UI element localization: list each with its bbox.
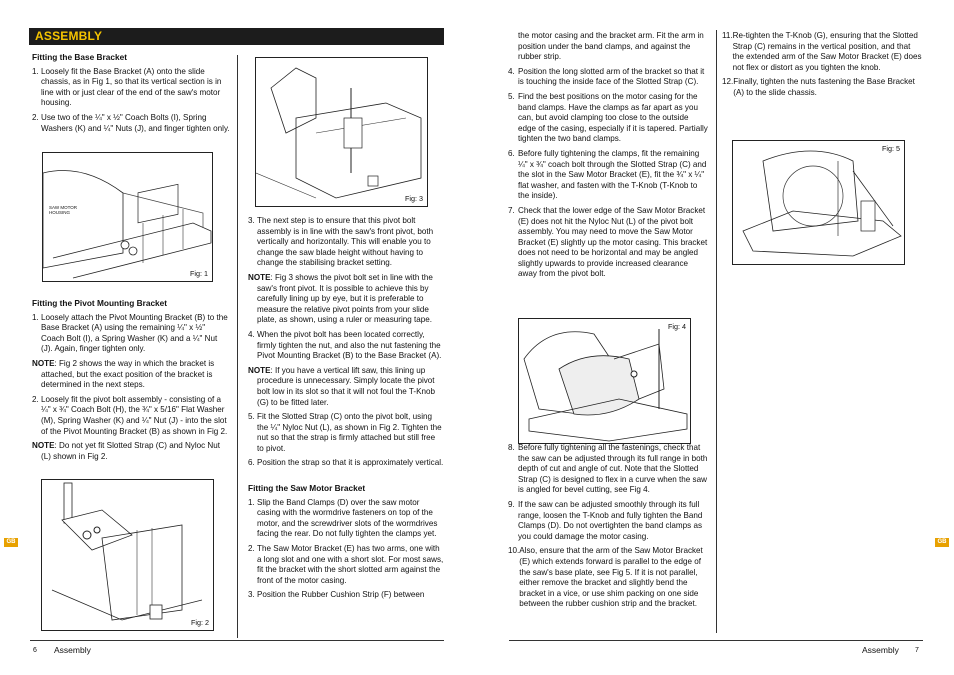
section-title: ASSEMBLY — [35, 29, 103, 43]
footer-label: Assembly — [54, 645, 91, 655]
footer-label: Assembly — [862, 645, 899, 655]
fig1-illustration — [43, 153, 212, 281]
footer-rule — [30, 640, 444, 641]
list-item: 10. Also, ensure that the arm of the Saw Motor Bracket (E) which extends forward is parallel to the edge of the saw's base plate, see Fig 5. If it is not parallel, either remove the bracket and slightly bend the bracket in a vice, or use shim packing on one side between the rubber cushion strip and the bracket. — [508, 546, 703, 609]
section-banner — [29, 28, 444, 45]
list-item: 2. Loosely fit the pivot bolt assembly - consisting of a ¼" x ¾" Coach Bolt (H), the ¾" x 5/16" Flat Washer (M), Spring Washer (K) and ¼" Nut (J) - into the slot of the Pivot Mounting Bracket (B) as shown in Fig 2. — [32, 394, 228, 436]
list-item: 8. Before fully tightening all the fastenings, check that the saw can be adjusted through its full range in both depth of cut and angle of cut. Note that the Slotted Strap (C) is designed to flex in a curve when the saw is angled for bevel cutting, see Fig 4. — [508, 443, 708, 495]
fig2-caption: Fig: 2 — [191, 618, 209, 627]
list-item: 1. Loosely fit the Base Bracket (A) onto the slide chassis, as in Fig 1, so that its vertical section is in line with or just clear of the end of the saw's motor housing. — [32, 66, 222, 108]
list-item: 2. The Saw Motor Bracket (E) has two arms, one with a long slot and one with a short slot. For most saws, fit the bracket with the short slotted arm against the front of the motor casing. — [248, 544, 444, 585]
fig4-illustration — [519, 319, 690, 443]
right-column-2 — [722, 31, 922, 103]
column-divider — [237, 55, 238, 638]
figure-1 — [42, 152, 213, 282]
list-item: 2. Use two of the ¼" x ½" Coach Bolts (I), Spring Washers (K) and ¼" Nuts (J), and finger tighten only. — [32, 112, 230, 133]
left-column-1 — [32, 52, 230, 138]
list-item: 1. Slip the Band Clamps (D) over the saw motor casing with the wormdrive fasteners on top of the motor, and the screwdriver slots of the wormdrives facing the rear. Do not fully tighten the clamps yet. — [248, 497, 438, 539]
page-number: 7 — [915, 647, 919, 654]
fig2-illustration — [42, 480, 213, 630]
figure-5 — [732, 140, 905, 265]
language-tab: GB — [935, 538, 949, 547]
fig1-label: SAW MOTOR HOUSING — [49, 205, 77, 215]
list-item: 5. Find the best positions on the motor casing for the band clamps. Have the clamps as far apart as you can, but avoid clamping too close to the outside edge of the casing, especially if it is tapered. Partially tighten the two band clamps. — [508, 91, 708, 144]
fig3-illustration — [256, 58, 427, 206]
list-item: 4. When the pivot bolt has been located correctly, firmly tighten the nut, and also the nut fastening the Pivot Mounting Bracket (B) to the Base Bracket (A). — [248, 329, 442, 361]
list-item: 5. Fit the Slotted Strap (C) onto the pivot bolt, using the ¼" Nyloc Nut (L), as shown in Fig 2. Tighten the nut so that the strap is firmly attached but still free to pivot. — [248, 412, 442, 453]
right-column-1b — [508, 443, 708, 614]
list-item: 6. Position the strap so that it is approximately vertical. — [248, 458, 444, 468]
list-item: 1. Loosely attach the Pivot Mounting Bracket (B) to the Base Bracket (A) using the remaining ¼" x ½" Coach Bolt (I), a Spring Washer (K) and a ¼" Nut (J). Again, finger tighten only. — [32, 312, 228, 354]
column-divider — [716, 30, 717, 633]
heading-saw-motor-bracket: Fitting the Saw Motor Bracket — [248, 483, 366, 494]
list-item: 12. Finally, tighten the nuts fastening the Base Bracket (A) to the slide chassis. — [722, 77, 915, 97]
fig4-caption: Fig: 4 — [668, 322, 686, 331]
note: NOTE: Fig 3 shows the pivot bolt set in line with the saw's front pivot. It is possible to achieve this by carefully lining up by eye, but it is preferable to measure the relative pivot points from your slide plate, as shown, using a ruler or measuring tape. — [248, 272, 433, 325]
list-item: 4. Position the long slotted arm of the bracket so that it is touching the inside face of the Slotted Strap (C). — [508, 66, 705, 87]
list-item: 6. Before fully tightening the clamps, fit the remaining ¼" x ¾" coach bolt through the Slotted Strap (C) and the slot in the Saw Motor Bracket (E), fit the ¾" x ¼" flat washer, and fasten with the T-Knob (T-Knob to the inside). — [508, 148, 707, 201]
list-item: 3. The next step is to ensure that this pivot bolt assembly is in line with the saw's front pivot, both vertically and horizontally. This will enable you to change the saw blade height without having to change the stabilising bracket setting. — [248, 216, 434, 268]
left-column-2 — [248, 216, 444, 605]
language-tab: GB — [4, 538, 18, 547]
left-column-1b — [32, 298, 230, 466]
list-item: 3. Position the Rubber Cushion Strip (F) between — [248, 590, 425, 600]
right-column-1 — [508, 31, 708, 284]
fig1-caption: Fig: 1 — [190, 269, 208, 278]
figure-4 — [518, 318, 691, 444]
footer-rule — [509, 640, 923, 641]
note: NOTE: Do not yet fit Slotted Strap (C) and Nyloc Nut (L) shown in Fig 2. — [32, 441, 221, 461]
figure-2 — [41, 479, 214, 631]
fig5-illustration — [733, 141, 904, 264]
figure-3 — [255, 57, 428, 207]
continued-text: the motor casing and the bracket arm. Fit the arm in position under the band clamps, and against the rubber strip. — [518, 31, 704, 62]
list-item: 9. If the saw can be adjusted smoothly through its full range, loosen the T-Knob and fully tighten the Band Clamps (D). Do not overtighten the band clamps as you could damage the motor casing. — [508, 499, 703, 541]
note: NOTE: If you have a vertical lift saw, this lining up procedure is unnecessary. Simply locate the pivot bolt low in its slot so that it will not foul the T-Knob (G) to be fitted later. — [248, 365, 436, 407]
fig3-caption: Fig: 3 — [405, 194, 423, 203]
page-number: 6 — [33, 647, 37, 654]
heading-base-bracket: Fitting the Base Bracket — [32, 52, 127, 62]
list-item: 11. Re-tighten the T-Knob (G), ensuring that the Slotted Strap (C) remains in the vertical position, and that the extended arm of the Saw Motor Bracket (E) does not flex or distort as you tighten the knob. — [722, 31, 922, 72]
heading-pivot-bracket: Fitting the Pivot Mounting Bracket — [32, 298, 168, 308]
note: NOTE: Fig 2 shows the way in which the bracket is attached, but the exact position of the bracket is determined in the next steps. — [32, 358, 215, 390]
list-item: 7. Check that the lower edge of the Saw Motor Bracket (E) does not hit the Nyloc Nut (L) of the pivot bolt assembly. You may need to move the Saw Motor Bracket (E) slightly up the motor casing. This bracket does not need to be horizontal and may be angled slightly upwards to provide increased clearance away from the pivot bolt. — [508, 205, 708, 279]
fig5-caption: Fig: 5 — [882, 144, 900, 153]
